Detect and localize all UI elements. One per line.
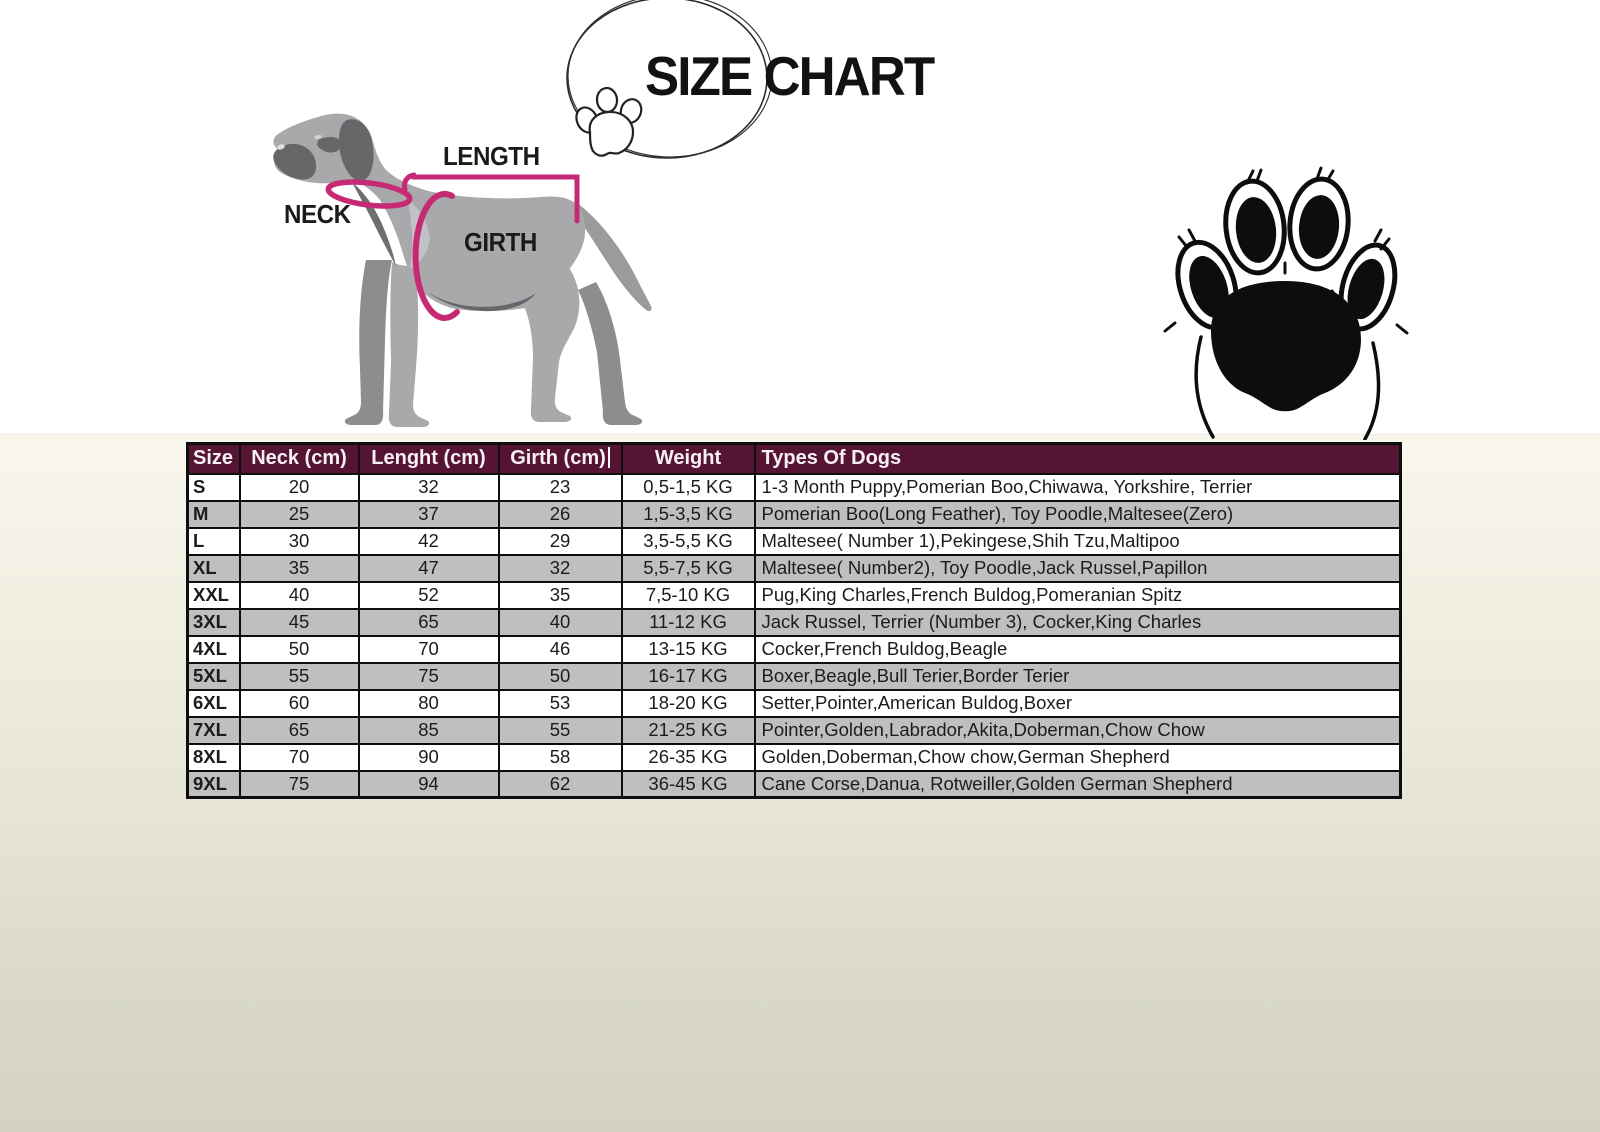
- cell: 5XL: [188, 663, 240, 690]
- cell: 40: [499, 609, 622, 636]
- cell: 55: [499, 717, 622, 744]
- cell: 52: [359, 582, 499, 609]
- cell: 65: [359, 609, 499, 636]
- cell: 35: [240, 555, 359, 582]
- col-header-girth-cm[interactable]: Girth (cm): [499, 444, 622, 474]
- cell: 50: [499, 663, 622, 690]
- cell: Golden,Doberman,Chow chow,German Shepherd: [755, 744, 1401, 771]
- cell: 9XL: [188, 771, 240, 798]
- cell: 25: [240, 501, 359, 528]
- cell: 40: [240, 582, 359, 609]
- cell: L: [188, 528, 240, 555]
- cell: 50: [240, 636, 359, 663]
- cell: 47: [359, 555, 499, 582]
- cell: 70: [240, 744, 359, 771]
- cell: M: [188, 501, 240, 528]
- cell: 13-15 KG: [622, 636, 755, 663]
- cell: 29: [499, 528, 622, 555]
- cell: Pomerian Boo(Long Feather), Toy Poodle,Maltesee(Zero): [755, 501, 1401, 528]
- cell: 75: [240, 771, 359, 798]
- neck-label: NECK: [284, 199, 351, 229]
- table-row: [188, 690, 1401, 717]
- page-title: SIZE CHART: [645, 45, 934, 107]
- cell: 42: [359, 528, 499, 555]
- cell: 90: [359, 744, 499, 771]
- cell: Maltesee( Number2), Toy Poodle,Jack Russel,Papillon: [755, 555, 1401, 582]
- cell: 65: [240, 717, 359, 744]
- cell: Pug,King Charles,French Buldog,Pomeranian Spitz: [755, 582, 1401, 609]
- col-header-lenght-cm: Lenght (cm): [359, 444, 499, 474]
- cell: 58: [499, 744, 622, 771]
- cell: 18-20 KG: [622, 690, 755, 717]
- cell: 60: [240, 690, 359, 717]
- col-header-weight: Weight: [622, 444, 755, 474]
- cell: 62: [499, 771, 622, 798]
- table-row: [188, 717, 1401, 744]
- cell: 46: [499, 636, 622, 663]
- cell: Cane Corse,Danua, Rotweiller,Golden German Shepherd: [755, 771, 1401, 798]
- cell: Boxer,Beagle,Bull Terier,Border Terier: [755, 663, 1401, 690]
- table-row: [188, 474, 1401, 501]
- table-row: [188, 582, 1401, 609]
- cell: 0,5-1,5 KG: [622, 474, 755, 501]
- cell: Maltesee( Number 1),Pekingese,Shih Tzu,Maltipoo: [755, 528, 1401, 555]
- length-label: LENGTH: [443, 141, 540, 171]
- cell: 45: [240, 609, 359, 636]
- cell: 3XL: [188, 609, 240, 636]
- table-body: [188, 474, 1401, 798]
- cell: 36-45 KG: [622, 771, 755, 798]
- col-header-neck-cm: Neck (cm): [240, 444, 359, 474]
- cell: 75: [359, 663, 499, 690]
- cell: 7XL: [188, 717, 240, 744]
- cell: 55: [240, 663, 359, 690]
- cell: Jack Russel, Terrier (Number 3), Cocker,King Charles: [755, 609, 1401, 636]
- cell: 37: [359, 501, 499, 528]
- cell: 3,5-5,5 KG: [622, 528, 755, 555]
- table-row: [188, 501, 1401, 528]
- cell: Setter,Pointer,American Buldog,Boxer: [755, 690, 1401, 717]
- cell: 6XL: [188, 690, 240, 717]
- cell: 32: [359, 474, 499, 501]
- cell: XXL: [188, 582, 240, 609]
- cell: 11-12 KG: [622, 609, 755, 636]
- table-row: [188, 528, 1401, 555]
- table-row: [188, 609, 1401, 636]
- cell: 16-17 KG: [622, 663, 755, 690]
- paw-print-illustration: [1135, 145, 1415, 440]
- table-row: [188, 771, 1401, 798]
- cell: 53: [499, 690, 622, 717]
- cell: 35: [499, 582, 622, 609]
- cell: 80: [359, 690, 499, 717]
- cell: 5,5-7,5 KG: [622, 555, 755, 582]
- col-header-types-of-dogs: Types Of Dogs: [755, 444, 1401, 474]
- cell: 1-3 Month Puppy,Pomerian Boo,Chiwawa, Yorkshire, Terrier: [755, 474, 1401, 501]
- cell: 32: [499, 555, 622, 582]
- cell: 94: [359, 771, 499, 798]
- col-header-size: Size: [188, 444, 240, 474]
- table-row: [188, 663, 1401, 690]
- cell: 20: [240, 474, 359, 501]
- cell: Pointer,Golden,Labrador,Akita,Doberman,Chow Chow: [755, 717, 1401, 744]
- cell: XL: [188, 555, 240, 582]
- cell: 85: [359, 717, 499, 744]
- cell: 30: [240, 528, 359, 555]
- cell: 8XL: [188, 744, 240, 771]
- table-header-row: [188, 444, 1401, 474]
- cell: 1,5-3,5 KG: [622, 501, 755, 528]
- size-table: [186, 442, 1402, 799]
- cell: 26: [499, 501, 622, 528]
- table-row: [188, 555, 1401, 582]
- cell: 26-35 KG: [622, 744, 755, 771]
- girth-label: GIRTH: [464, 227, 537, 257]
- cell: 21-25 KG: [622, 717, 755, 744]
- table-row: [188, 744, 1401, 771]
- cell: 4XL: [188, 636, 240, 663]
- cell: 7,5-10 KG: [622, 582, 755, 609]
- cell: Cocker,French Buldog,Beagle: [755, 636, 1401, 663]
- cell: S: [188, 474, 240, 501]
- cell: 23: [499, 474, 622, 501]
- text-cursor: [608, 447, 610, 468]
- cell: 70: [359, 636, 499, 663]
- table-row: [188, 636, 1401, 663]
